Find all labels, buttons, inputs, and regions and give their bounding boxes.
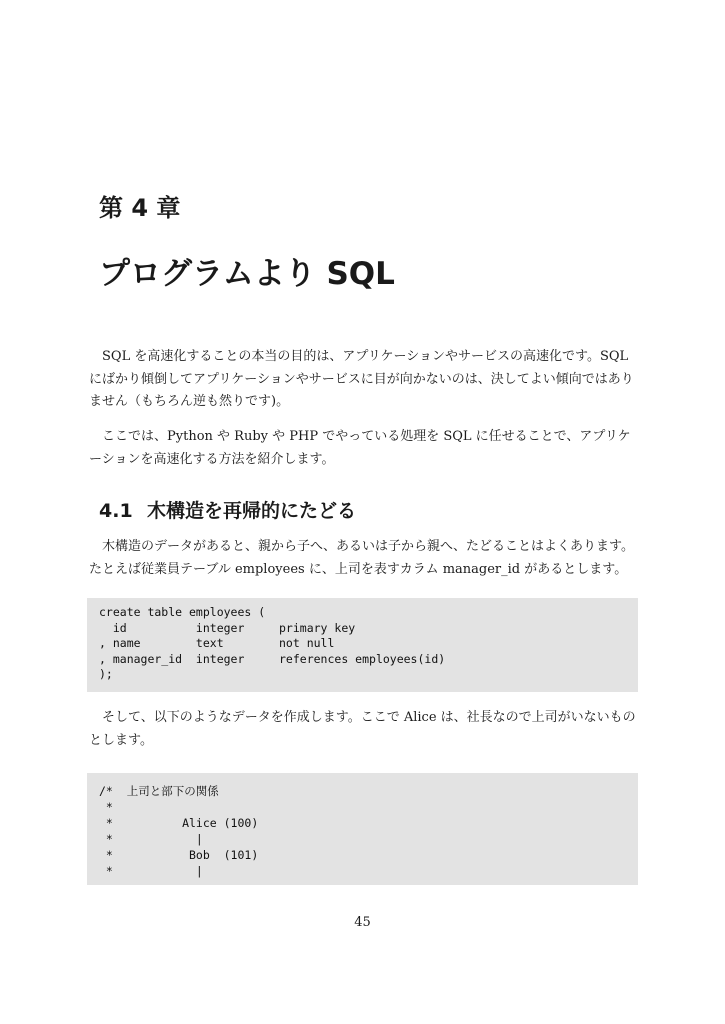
section-heading: [99, 497, 356, 525]
chapter-title: プログラムより SQL: [99, 256, 395, 292]
section-paragraph-2: そして、以下のようなデータを作成します。ここで Alice は、社長なので上司がいないものとします。: [89, 710, 636, 748]
intro-paragraph-2: ここでは、Python や Ruby や PHP でやっている処理を SQL に任せることで、アプリケーションを高速化する方法を紹介します。: [89, 429, 631, 467]
intro-paragraph-1: SQL を高速化することの本当の目的は、アプリケーションやサービスの高速化です。SQL にばかり傾倒してアプリケーションやサービスに目が向かないのは、決してよい傾向ではありません（もちろん逆も然りです)。: [89, 349, 634, 409]
chapter-label: 第 4 章: [99, 194, 181, 222]
section-title: 木構造を再帰的にたどる: [147, 500, 357, 522]
code-block-create-table: create table employees ( id integer primary key , name text not null , manager_id integer references employees(id) );: [87, 598, 638, 692]
section-number: 4.1: [99, 500, 133, 522]
page-number: 45: [354, 915, 371, 930]
code-block-tree-comment: /* 上司と部下の関係 * * Alice (100) * | * Bob (101) * |: [87, 773, 638, 885]
section-paragraph-1: 木構造のデータがあると、親から子へ、あるいは子から親へ、たどることはよくあります。たとえば従業員テーブル employees に、上司を表すカラム manager_id があるとします。: [89, 539, 634, 577]
